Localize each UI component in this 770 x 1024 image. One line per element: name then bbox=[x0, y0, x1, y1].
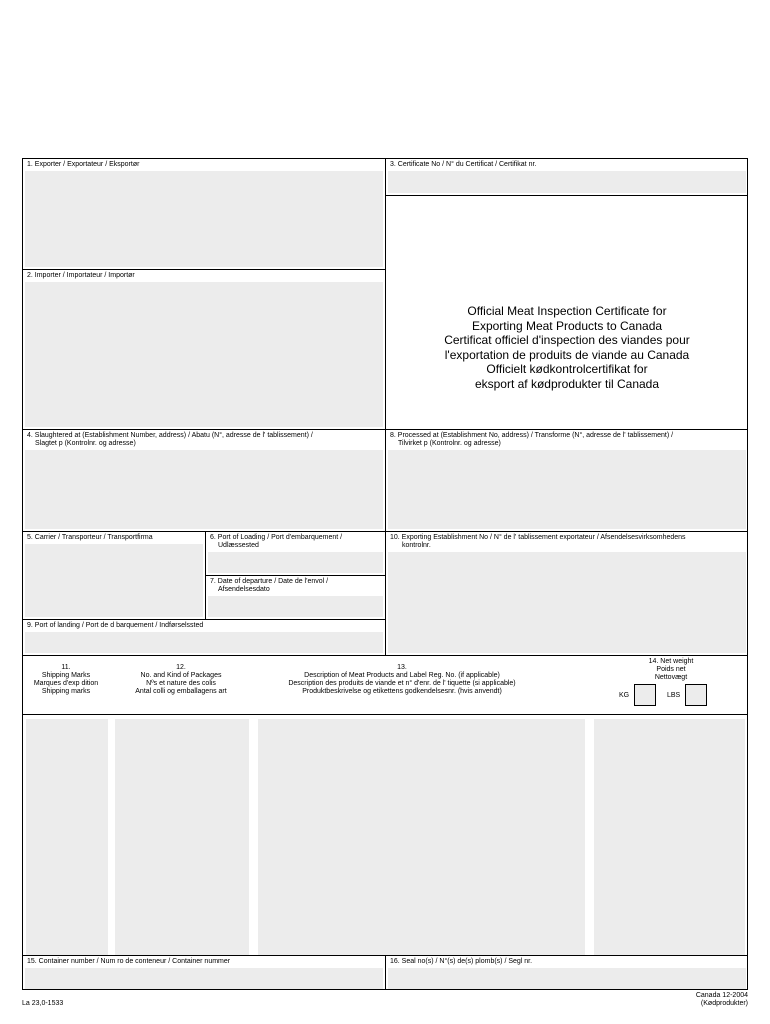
certificate-no-field bbox=[386, 159, 748, 196]
carrier-input[interactable] bbox=[25, 544, 203, 617]
packages-input[interactable] bbox=[115, 719, 249, 955]
slaughtered-at-label-2: Slagtet p (Kontrolnr. og adresse) bbox=[35, 440, 136, 447]
container-number-field bbox=[23, 955, 386, 990]
port-of-loading-label: 6. Port of Loading / Port d'embarquement / bbox=[210, 534, 343, 541]
lbs-label: LBS bbox=[667, 692, 681, 699]
slaughtered-at-input[interactable] bbox=[25, 450, 383, 529]
description-input[interactable] bbox=[258, 719, 585, 955]
edition-type: (Kødprodukter) bbox=[700, 1000, 748, 1007]
title-line: eksport af kødprodukter til Canada bbox=[474, 376, 660, 391]
certificate-title bbox=[386, 304, 748, 392]
net-weight-heading: 14. Net weight Poids net Nettovægt bbox=[648, 658, 694, 681]
certificate-no-label: 3. Certificate No / N° du Certificat / Certifikat nr. bbox=[390, 161, 537, 168]
kg-label: KG bbox=[619, 692, 630, 699]
port-of-landing-input[interactable] bbox=[25, 632, 383, 653]
title-line: Exporting Meat Products to Canada bbox=[471, 318, 663, 333]
date-of-departure-input[interactable] bbox=[208, 596, 383, 617]
processed-at-field bbox=[386, 430, 748, 532]
packages-heading: 12. No. and Kind of Packages Nºs et nature des colis Antal colli og emballagens art bbox=[135, 664, 227, 695]
lbs-checkbox[interactable] bbox=[685, 684, 707, 706]
shipping-marks-heading: 11. Shipping Marks Marques d'exp dition Shipping marks bbox=[33, 664, 99, 695]
title-line: Officielt kødkontrolcertifikat for bbox=[486, 362, 648, 377]
port-of-loading-field bbox=[206, 532, 386, 576]
date-of-departure-field bbox=[206, 576, 386, 620]
carrier-field bbox=[23, 532, 206, 620]
shipping-marks-input[interactable] bbox=[26, 719, 108, 955]
exporter-label: 1. Exporter / Exportateur / Eksportør bbox=[27, 161, 140, 168]
exporting-establishment-input[interactable] bbox=[388, 552, 746, 653]
seal-number-label: 16. Seal no(s) / N°(s) de(s) plomb(s) / Segl nr. bbox=[390, 958, 533, 965]
port-of-landing-label: 9. Port of landing / Port de d barquement / Indførselssted bbox=[27, 622, 204, 629]
container-number-label: 15. Container number / Num ro de conteneur / Container nummer bbox=[27, 958, 231, 965]
port-of-landing-field bbox=[23, 620, 386, 656]
date-of-departure-label: 7. Date of departure / Date de l'envol / bbox=[210, 578, 329, 585]
processed-at-label-2: Tilvirket p (Kontrolnr. og adresse) bbox=[398, 440, 501, 447]
processed-at-label: 8. Processed at (Establishment No, address) / Transforme (N°, adresse de l' tablissement) / bbox=[390, 432, 674, 439]
form-code: La 23,0-1533 bbox=[22, 1000, 64, 1007]
date-of-departure-label-2: Afsendelsesdato bbox=[218, 586, 270, 593]
processed-at-input[interactable] bbox=[388, 450, 746, 529]
importer-input[interactable] bbox=[25, 282, 383, 427]
title-line: Certificat officiel d'inspection des viandes pour bbox=[444, 333, 690, 348]
title-block bbox=[386, 196, 748, 430]
importer-label: 2. Importer / Importateur / Importør bbox=[27, 272, 135, 279]
description-heading: 13. Description of Meat Products and Label Reg. No. (if applicable) Description des produits de viande et n° d'enr. de l' tiquette (si applicable) Produktbeskrivelse og etikettens godkendelsesnr. (hvis anvendt) bbox=[288, 664, 516, 695]
title-line: l'exportation de produits de viande au Canada bbox=[444, 347, 690, 362]
slaughtered-at-label: 4. Slaughtered at (Establishment Number, address) / Abatu (N°, adresse de l' tablissement) / bbox=[27, 432, 313, 439]
exporting-establishment-field bbox=[386, 532, 748, 656]
certificate-no-input[interactable] bbox=[388, 171, 746, 193]
title-line: Official Meat Inspection Certificate for bbox=[467, 304, 667, 318]
carrier-label: 5. Carrier / Transporteur / Transportfirma bbox=[27, 534, 153, 541]
form-edition bbox=[696, 992, 748, 1008]
importer-field bbox=[23, 270, 386, 430]
exporting-establishment-label-2: kontrolnr. bbox=[402, 542, 431, 549]
goods-header-row bbox=[23, 656, 748, 715]
seal-number-field bbox=[386, 955, 748, 990]
seal-number-input[interactable] bbox=[388, 968, 746, 989]
port-of-loading-label-2: Udlæssested bbox=[218, 542, 259, 549]
certificate-form bbox=[22, 158, 748, 990]
container-number-input[interactable] bbox=[25, 968, 383, 989]
exporter-field bbox=[23, 159, 386, 270]
slaughtered-at-field bbox=[23, 430, 386, 532]
net-weight-input[interactable] bbox=[594, 719, 745, 955]
exporting-establishment-label: 10. Exporting Establishment No / N° de l' tablissement exportateur / Afsendelsesvirksomhedens bbox=[390, 534, 686, 541]
kg-checkbox[interactable] bbox=[634, 684, 656, 706]
port-of-loading-input[interactable] bbox=[208, 552, 383, 573]
edition-date: Canada 12-2004 bbox=[695, 992, 748, 999]
exporter-input[interactable] bbox=[25, 171, 383, 267]
